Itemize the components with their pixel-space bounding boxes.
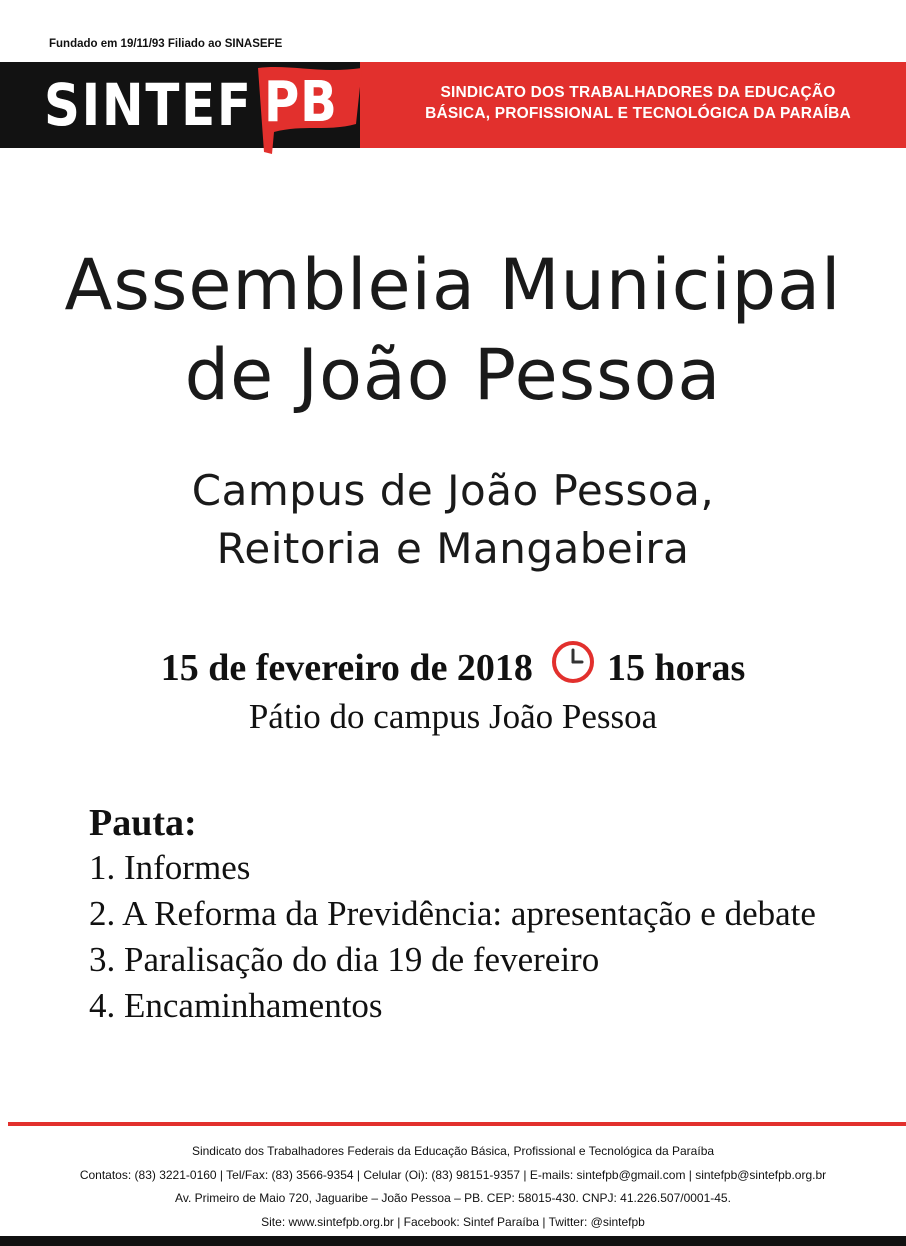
org-name-line2: BÁSICA, PROFISSIONAL E TECNOLÓGICA DA PARAÍBA: [425, 105, 851, 122]
footer-web-links: Site: www.sintefpb.org.br | Facebook: Sintef Paraíba | Twitter: @sintefpb: [261, 1214, 645, 1229]
footer-divider: [8, 1122, 906, 1126]
agenda-item: 3. Paralisação do dia 19 de fevereiro: [89, 940, 600, 979]
event-date: 15 de fevereiro de 2018: [160, 647, 533, 689]
agenda-title: Pauta:: [89, 802, 197, 844]
logo-sintef: SINTEF: [44, 71, 253, 139]
event-time: 15 horas: [606, 647, 746, 689]
founded-note: Fundado em 19/11/93 Filiado ao SINASEFE: [49, 38, 283, 50]
event-title-line2: de João Pessoa: [184, 334, 722, 416]
event-date-time: [0, 640, 906, 693]
event-title: [0, 240, 906, 420]
org-name-line1: SINDICATO DOS TRABALHADORES DA EDUCAÇÃO: [440, 84, 836, 101]
clock-icon: [551, 640, 595, 684]
footer-contacts: Contatos: (83) 3221-0160 | Tel/Fax: (83) 3566-9354 | Celular (Oi): (83) 98151-9357 | E-mails: sintefpb@gmail.com | sintefpb@sintefpb.org.br: [79, 1167, 827, 1182]
footer: [0, 1140, 906, 1234]
footer-org-name: Sindicato dos Trabalhadores Federais da Educação Básica, Profissional e Tecnológica da Paraíba: [191, 1144, 715, 1158]
footer-address: Av. Primeiro de Maio 720, Jaguaribe – João Pessoa – PB. CEP: 58015-430. CNPJ: 41.226.507/0001-45.: [175, 1191, 731, 1205]
bottom-bar: [0, 1236, 906, 1246]
event-subtitle-line1: Campus de João Pessoa,: [191, 466, 715, 515]
logo-pb: PB: [264, 70, 338, 135]
event-subtitle: [0, 462, 906, 578]
event-venue: Pátio do campus João Pessoa: [248, 697, 658, 736]
agenda-item: 1. Informes: [89, 848, 251, 887]
org-name: [398, 82, 878, 124]
agenda-list: [89, 845, 829, 1029]
agenda-item: 2. A Reforma da Previdência: apresentação e debate: [89, 894, 816, 933]
event-subtitle-line2: Reitoria e Mangabeira: [216, 524, 690, 573]
header-banner: [0, 62, 906, 148]
event-title-line1: Assembleia Municipal: [64, 244, 842, 326]
agenda-item: 4. Encaminhamentos: [89, 986, 383, 1025]
